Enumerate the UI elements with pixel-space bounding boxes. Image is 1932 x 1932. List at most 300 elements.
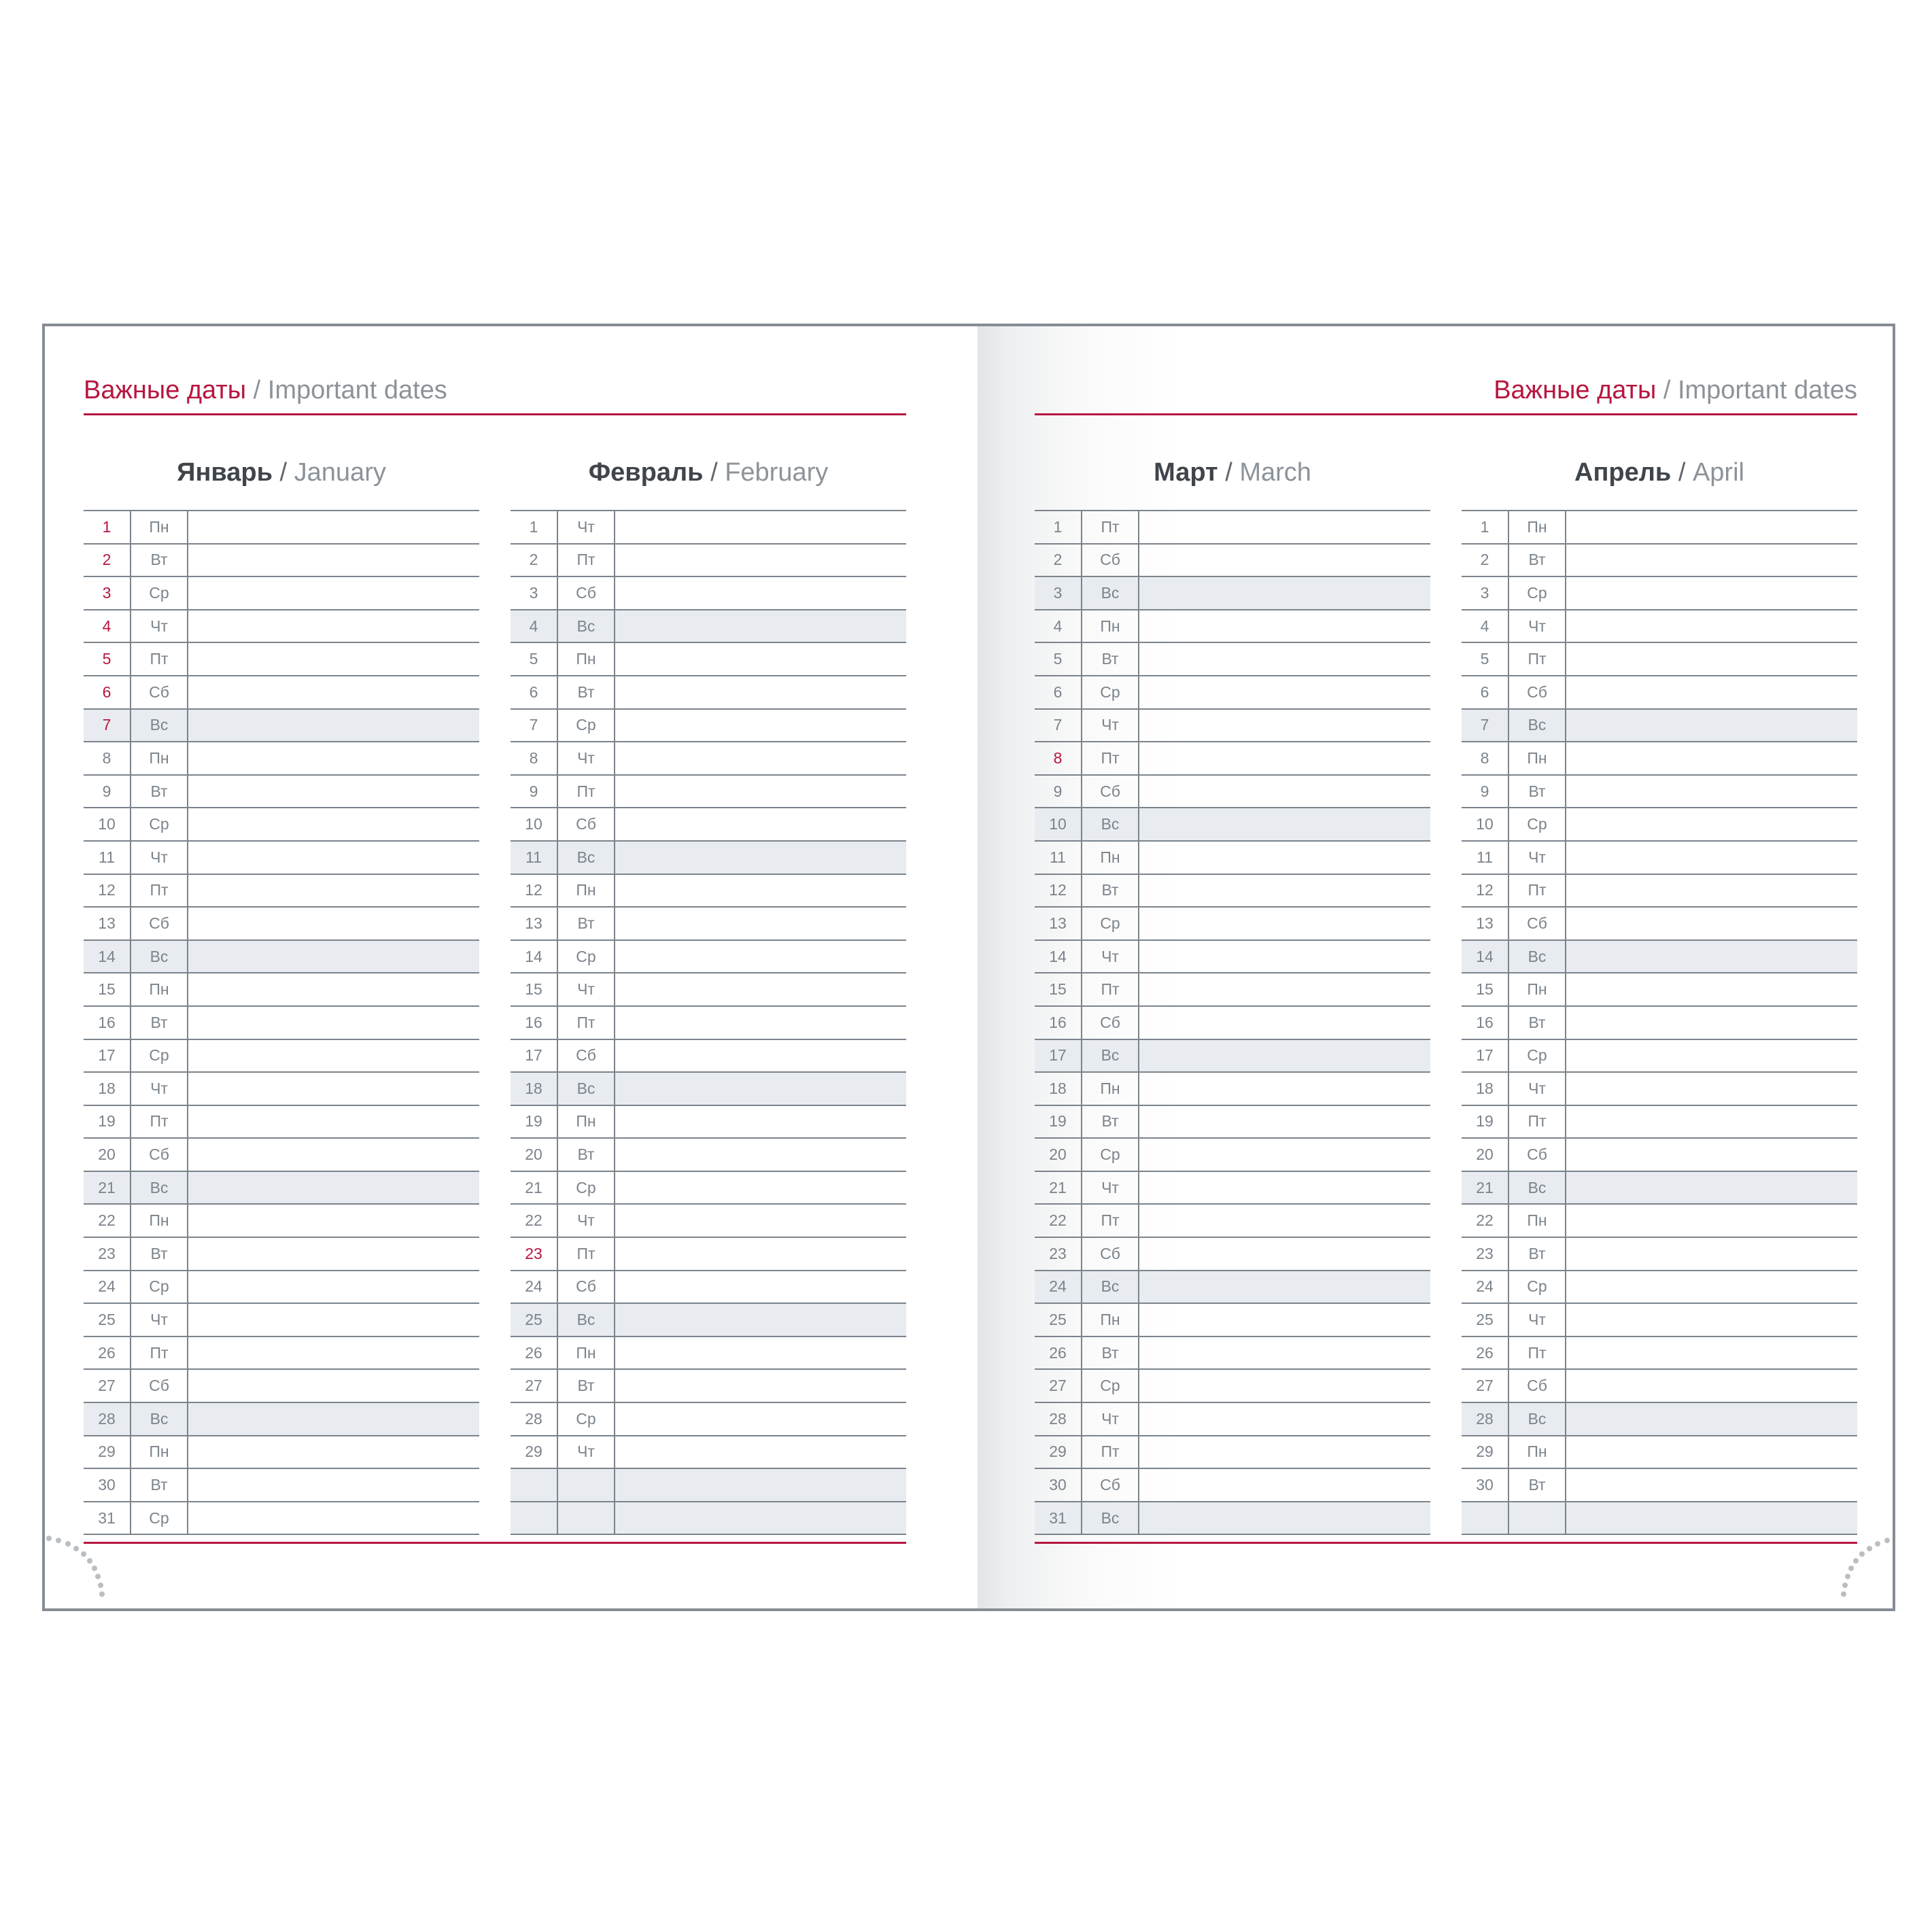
date-row xyxy=(1035,1238,1430,1271)
day-number: 13 xyxy=(511,908,558,939)
weekday: Пн xyxy=(1509,511,1566,543)
note-cell xyxy=(1566,742,1857,774)
note-cell xyxy=(188,776,479,808)
weekday: Ср xyxy=(558,941,615,973)
date-row xyxy=(1462,1403,1857,1436)
date-row xyxy=(1035,1436,1430,1470)
month-separator: / xyxy=(1671,458,1693,487)
note-cell xyxy=(188,973,479,1005)
weekday: Ср xyxy=(1082,676,1139,708)
note-cell xyxy=(188,1007,479,1039)
date-row xyxy=(84,1172,479,1205)
day-number: 1 xyxy=(511,511,558,543)
weekday: Сб xyxy=(1082,776,1139,808)
note-cell xyxy=(615,808,906,840)
date-row xyxy=(84,710,479,743)
date-row xyxy=(1462,908,1857,941)
note-cell xyxy=(1139,1502,1430,1534)
note-cell xyxy=(615,511,906,543)
note-cell xyxy=(615,710,906,742)
date-row xyxy=(1035,676,1430,710)
date-row xyxy=(511,1238,906,1271)
note-cell xyxy=(1139,1370,1430,1402)
note-cell xyxy=(1566,1403,1857,1435)
weekday: Вс xyxy=(558,610,615,642)
day-number: 14 xyxy=(84,941,131,973)
header-title-en: Important dates xyxy=(1677,376,1857,404)
weekday: Вс xyxy=(1509,710,1566,742)
weekday: Чт xyxy=(1509,1073,1566,1105)
date-row xyxy=(511,908,906,941)
month-name-en: January xyxy=(294,458,386,487)
weekday: Чт xyxy=(558,742,615,774)
weekday: Сб xyxy=(131,676,188,708)
date-row xyxy=(511,742,906,776)
month-name-ru: Февраль xyxy=(588,458,704,487)
note-cell xyxy=(615,676,906,708)
date-row xyxy=(1035,1271,1430,1305)
weekday: Пн xyxy=(1509,973,1566,1005)
note-cell xyxy=(188,1139,479,1171)
date-row xyxy=(511,808,906,842)
date-row xyxy=(1035,1106,1430,1139)
date-row xyxy=(84,511,479,545)
day-number: 22 xyxy=(1462,1205,1509,1237)
weekday: Вт xyxy=(1509,1469,1566,1501)
day-number: 23 xyxy=(1462,1238,1509,1270)
weekday: Ср xyxy=(1509,1271,1566,1303)
date-row xyxy=(511,1172,906,1205)
day-number: 15 xyxy=(1035,973,1082,1005)
date-row xyxy=(511,577,906,610)
note-cell xyxy=(188,742,479,774)
day-number: 12 xyxy=(1035,875,1082,907)
date-row xyxy=(1035,511,1430,545)
note-cell xyxy=(1139,1436,1430,1468)
date-row xyxy=(1462,808,1857,842)
month-separator: / xyxy=(1218,458,1240,487)
day-number: 18 xyxy=(511,1073,558,1105)
note-cell xyxy=(1139,643,1430,675)
day-number: 19 xyxy=(511,1106,558,1138)
day-number: 24 xyxy=(84,1271,131,1303)
day-number: 21 xyxy=(1462,1172,1509,1204)
weekday: Ср xyxy=(1082,1370,1139,1402)
date-row xyxy=(1035,1007,1430,1040)
note-cell xyxy=(188,875,479,907)
date-row xyxy=(511,1403,906,1436)
note-cell xyxy=(188,1403,479,1435)
weekday: Вт xyxy=(1509,1007,1566,1039)
day-number: 11 xyxy=(511,842,558,874)
day-number: 24 xyxy=(1035,1271,1082,1303)
note-cell xyxy=(1566,1436,1857,1468)
weekday: Пн xyxy=(131,742,188,774)
note-cell xyxy=(188,1469,479,1501)
header-title-ru: Важные даты xyxy=(1494,376,1657,404)
weekday: Пн xyxy=(558,643,615,675)
note-cell xyxy=(615,1106,906,1138)
weekday: Чт xyxy=(1082,1403,1139,1435)
note-cell xyxy=(1566,1370,1857,1402)
weekday: Вт xyxy=(131,1238,188,1270)
weekday: Чт xyxy=(131,1073,188,1105)
date-row xyxy=(511,1337,906,1370)
date-row xyxy=(1035,941,1430,974)
note-cell xyxy=(188,1040,479,1072)
date-row xyxy=(1462,610,1857,644)
day-number: 27 xyxy=(511,1370,558,1402)
note-cell xyxy=(188,643,479,675)
note-cell xyxy=(1139,1073,1430,1105)
date-row xyxy=(511,1436,906,1470)
day-number: 13 xyxy=(1462,908,1509,939)
note-cell xyxy=(615,1040,906,1072)
note-cell xyxy=(615,1304,906,1336)
day-number: 13 xyxy=(1035,908,1082,939)
weekday: Вс xyxy=(558,1073,615,1105)
month-name-en: March xyxy=(1239,458,1311,487)
weekday: Ср xyxy=(558,1403,615,1435)
note-cell xyxy=(615,875,906,907)
note-cell xyxy=(1566,545,1857,576)
day-number: 26 xyxy=(1035,1337,1082,1369)
note-cell xyxy=(188,1106,479,1138)
weekday: Пт xyxy=(1509,875,1566,907)
date-row xyxy=(1035,808,1430,842)
day-number: 16 xyxy=(84,1007,131,1039)
weekday: Чт xyxy=(131,1304,188,1336)
note-cell xyxy=(188,710,479,742)
note-cell xyxy=(615,1502,906,1534)
day-number: 9 xyxy=(84,776,131,808)
day-number xyxy=(511,1469,558,1501)
date-row xyxy=(1035,875,1430,908)
note-cell xyxy=(1139,1139,1430,1171)
month-april xyxy=(1462,449,1857,1535)
date-row xyxy=(1035,545,1430,578)
note-cell xyxy=(1566,1469,1857,1501)
date-row xyxy=(1462,941,1857,974)
date-row xyxy=(1035,1502,1430,1536)
weekday: Сб xyxy=(131,1139,188,1171)
weekday: Вт xyxy=(558,908,615,939)
date-row xyxy=(511,1469,906,1502)
day-number: 16 xyxy=(1035,1007,1082,1039)
note-cell xyxy=(1566,1502,1857,1534)
day-number: 14 xyxy=(1035,941,1082,973)
note-cell xyxy=(1139,1205,1430,1237)
date-row xyxy=(1462,511,1857,545)
month-separator: / xyxy=(703,458,725,487)
date-row xyxy=(84,1007,479,1040)
note-cell xyxy=(188,908,479,939)
day-number: 24 xyxy=(511,1271,558,1303)
day-number: 6 xyxy=(511,676,558,708)
date-row xyxy=(1035,1205,1430,1238)
day-number: 7 xyxy=(84,710,131,742)
weekday: Пт xyxy=(1509,643,1566,675)
weekday: Вт xyxy=(131,776,188,808)
date-row xyxy=(1462,1271,1857,1305)
weekday: Вс xyxy=(1082,1271,1139,1303)
note-cell xyxy=(615,577,906,609)
day-number: 4 xyxy=(84,610,131,642)
note-cell xyxy=(615,1271,906,1303)
day-number: 8 xyxy=(1462,742,1509,774)
date-row xyxy=(84,1139,479,1172)
date-row xyxy=(1462,875,1857,908)
weekday: Вт xyxy=(558,676,615,708)
day-number: 11 xyxy=(1462,842,1509,874)
weekday: Вс xyxy=(558,842,615,874)
weekday: Пт xyxy=(131,1106,188,1138)
month-title xyxy=(84,449,479,510)
weekday: Вс xyxy=(131,1172,188,1204)
date-row xyxy=(511,710,906,743)
note-cell xyxy=(1139,1469,1430,1501)
day-number: 8 xyxy=(511,742,558,774)
day-number: 27 xyxy=(1462,1370,1509,1402)
note-cell xyxy=(1139,1337,1430,1369)
weekday: Пт xyxy=(131,643,188,675)
note-cell xyxy=(1139,710,1430,742)
note-cell xyxy=(1139,1040,1430,1072)
weekday: Сб xyxy=(558,577,615,609)
weekday: Сб xyxy=(1509,1370,1566,1402)
weekday: Пт xyxy=(1082,1436,1139,1468)
note-cell xyxy=(1566,1337,1857,1369)
date-row xyxy=(1462,842,1857,875)
day-number: 21 xyxy=(511,1172,558,1204)
weekday: Пн xyxy=(131,1436,188,1468)
day-number: 17 xyxy=(84,1040,131,1072)
day-number: 30 xyxy=(1462,1469,1509,1501)
date-row xyxy=(511,1040,906,1073)
note-cell xyxy=(615,1238,906,1270)
date-row xyxy=(1035,1469,1430,1502)
weekday: Пн xyxy=(558,1337,615,1369)
note-cell xyxy=(1566,676,1857,708)
weekday: Чт xyxy=(558,1205,615,1237)
weekday: Сб xyxy=(1082,1238,1139,1270)
day-number: 16 xyxy=(511,1007,558,1039)
weekday: Чт xyxy=(558,1436,615,1468)
date-row xyxy=(511,545,906,578)
month-title xyxy=(1462,449,1857,510)
day-number: 25 xyxy=(84,1304,131,1336)
day-number: 30 xyxy=(1035,1469,1082,1501)
weekday: Вс xyxy=(1082,1502,1139,1534)
date-row xyxy=(511,1205,906,1238)
weekday: Вт xyxy=(131,545,188,576)
day-number: 31 xyxy=(1035,1502,1082,1534)
weekday: Ср xyxy=(1509,1040,1566,1072)
note-cell xyxy=(615,1469,906,1501)
date-row xyxy=(84,808,479,842)
note-cell xyxy=(1566,1106,1857,1138)
day-number: 9 xyxy=(511,776,558,808)
weekday: Пт xyxy=(131,875,188,907)
weekday: Пн xyxy=(1082,1073,1139,1105)
note-cell xyxy=(1566,941,1857,973)
weekday: Пн xyxy=(131,511,188,543)
date-row xyxy=(84,1205,479,1238)
weekday: Пт xyxy=(1082,742,1139,774)
date-row xyxy=(1462,643,1857,676)
day-number: 21 xyxy=(1035,1172,1082,1204)
date-row xyxy=(511,1304,906,1337)
day-number: 28 xyxy=(84,1403,131,1435)
note-cell xyxy=(1139,1403,1430,1435)
weekday: Пт xyxy=(1509,1337,1566,1369)
day-number: 7 xyxy=(511,710,558,742)
left-page-header xyxy=(84,377,906,415)
day-number: 28 xyxy=(1462,1403,1509,1435)
day-number: 29 xyxy=(511,1436,558,1468)
day-number: 14 xyxy=(1462,941,1509,973)
note-cell xyxy=(1139,676,1430,708)
day-number: 5 xyxy=(511,643,558,675)
note-cell xyxy=(188,511,479,543)
weekday xyxy=(558,1469,615,1501)
date-row xyxy=(84,577,479,610)
day-number: 2 xyxy=(1035,545,1082,576)
day-number: 17 xyxy=(1035,1040,1082,1072)
note-cell xyxy=(1566,1205,1857,1237)
left-corner-dots-ornament xyxy=(45,1533,181,1611)
weekday: Сб xyxy=(1082,545,1139,576)
month-february xyxy=(511,449,906,1535)
day-number: 25 xyxy=(1035,1304,1082,1336)
weekday: Вс xyxy=(131,941,188,973)
weekday: Ср xyxy=(131,1271,188,1303)
note-cell xyxy=(615,908,906,939)
day-number: 23 xyxy=(511,1238,558,1270)
date-row xyxy=(84,1106,479,1139)
weekday: Пн xyxy=(131,1205,188,1237)
note-cell xyxy=(1139,610,1430,642)
day-number: 2 xyxy=(511,545,558,576)
weekday: Чт xyxy=(1509,842,1566,874)
header-title-en: Important dates xyxy=(267,376,447,404)
weekday: Сб xyxy=(1509,676,1566,708)
weekday: Сб xyxy=(1082,1007,1139,1039)
day-number xyxy=(511,1502,558,1534)
date-row xyxy=(1035,973,1430,1007)
note-cell xyxy=(1139,1238,1430,1270)
note-cell xyxy=(188,1238,479,1270)
day-number: 13 xyxy=(84,908,131,939)
day-number: 27 xyxy=(84,1370,131,1402)
note-cell xyxy=(188,808,479,840)
weekday: Вт xyxy=(1082,1337,1139,1369)
month-table xyxy=(84,510,479,1535)
date-row xyxy=(1462,1436,1857,1470)
weekday: Вт xyxy=(558,1370,615,1402)
weekday: Вс xyxy=(1509,941,1566,973)
day-number: 1 xyxy=(1035,511,1082,543)
note-cell xyxy=(615,643,906,675)
date-row xyxy=(1462,1139,1857,1172)
day-number: 19 xyxy=(1462,1106,1509,1138)
date-row xyxy=(1035,1172,1430,1205)
date-row xyxy=(1462,1106,1857,1139)
note-cell xyxy=(188,610,479,642)
month-january xyxy=(84,449,479,1535)
day-number: 28 xyxy=(511,1403,558,1435)
day-number: 7 xyxy=(1035,710,1082,742)
date-row xyxy=(511,875,906,908)
note-cell xyxy=(615,610,906,642)
day-number: 28 xyxy=(1035,1403,1082,1435)
date-row xyxy=(511,1139,906,1172)
day-number: 5 xyxy=(84,643,131,675)
note-cell xyxy=(1566,511,1857,543)
note-cell xyxy=(188,1502,479,1534)
day-number: 29 xyxy=(1462,1436,1509,1468)
date-row xyxy=(84,1436,479,1470)
weekday: Пн xyxy=(1509,1436,1566,1468)
note-cell xyxy=(1139,1304,1430,1336)
weekday: Ср xyxy=(131,1502,188,1534)
note-cell xyxy=(1139,908,1430,939)
day-number: 15 xyxy=(84,973,131,1005)
date-row xyxy=(84,1337,479,1370)
note-cell xyxy=(1139,808,1430,840)
note-cell xyxy=(615,973,906,1005)
note-cell xyxy=(615,941,906,973)
weekday xyxy=(1509,1502,1566,1534)
day-number: 29 xyxy=(1035,1436,1082,1468)
day-number: 25 xyxy=(511,1304,558,1336)
note-cell xyxy=(188,577,479,609)
note-cell xyxy=(1139,842,1430,874)
weekday: Чт xyxy=(1509,1304,1566,1336)
day-number: 4 xyxy=(1035,610,1082,642)
date-row xyxy=(1035,643,1430,676)
note-cell xyxy=(615,742,906,774)
weekday: Вт xyxy=(1082,875,1139,907)
date-row xyxy=(1462,1337,1857,1370)
month-table xyxy=(1035,510,1430,1535)
weekday: Вс xyxy=(1082,808,1139,840)
weekday: Сб xyxy=(558,808,615,840)
day-number: 25 xyxy=(1462,1304,1509,1336)
date-row xyxy=(511,1106,906,1139)
date-row xyxy=(1462,1007,1857,1040)
note-cell xyxy=(1139,545,1430,576)
weekday: Пт xyxy=(1082,1205,1139,1237)
note-cell xyxy=(188,842,479,874)
day-number: 31 xyxy=(84,1502,131,1534)
day-number: 4 xyxy=(511,610,558,642)
note-cell xyxy=(1566,808,1857,840)
day-number: 6 xyxy=(1035,676,1082,708)
date-row xyxy=(1462,1040,1857,1073)
date-row xyxy=(84,842,479,875)
date-row xyxy=(1462,1073,1857,1106)
date-row xyxy=(84,545,479,578)
date-row xyxy=(511,1502,906,1536)
day-number: 6 xyxy=(1462,676,1509,708)
day-number: 24 xyxy=(1462,1271,1509,1303)
note-cell xyxy=(1139,941,1430,973)
day-number: 22 xyxy=(84,1205,131,1237)
date-row xyxy=(1035,1370,1430,1403)
day-number: 12 xyxy=(84,875,131,907)
day-number: 11 xyxy=(1035,842,1082,874)
